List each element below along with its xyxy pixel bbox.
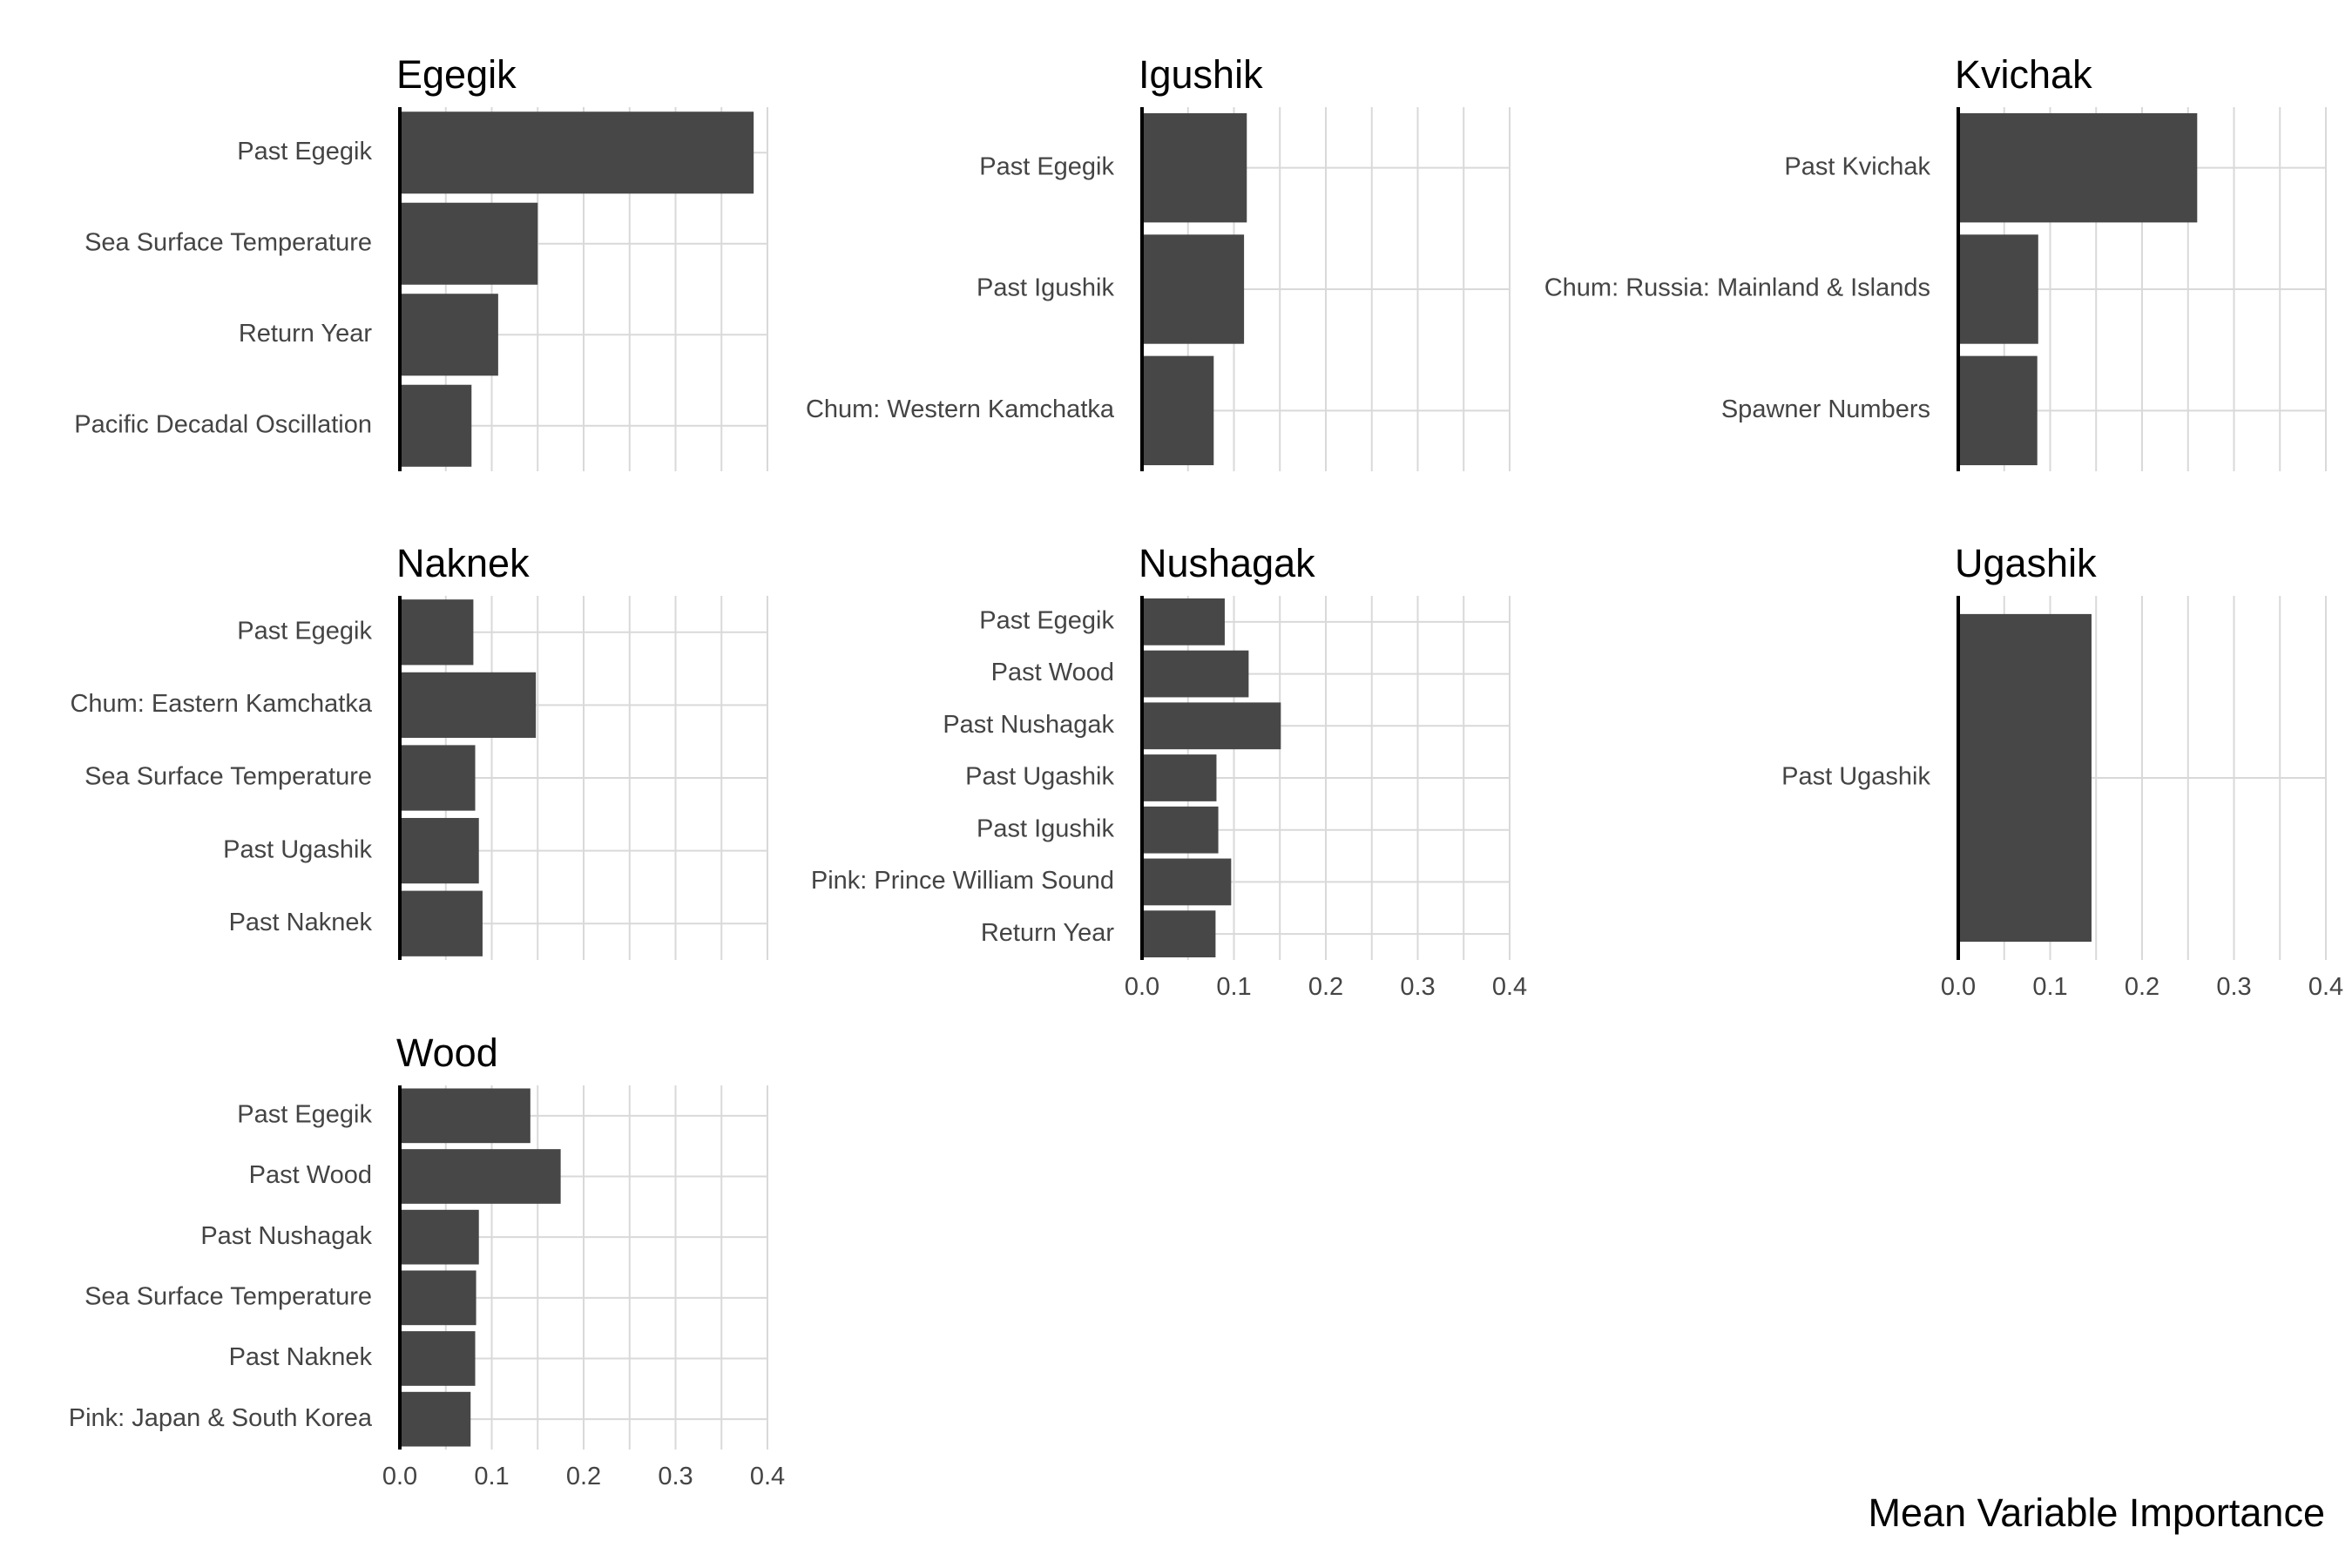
facet-title: Naknek (396, 541, 530, 585)
facet-wood (69, 1031, 785, 1490)
category-label: Chum: Eastern Kamchatka (70, 690, 372, 719)
bar (1142, 234, 1244, 343)
category-label: Past Egegik (979, 606, 1114, 635)
x-tick-label: 0.4 (2308, 973, 2344, 1001)
facet-title: Igushik (1139, 52, 1263, 97)
bar (400, 1088, 531, 1143)
facet-title: Egegik (396, 52, 517, 97)
x-tick-label: 0.0 (1940, 973, 1977, 1001)
x-tick-label: 0.2 (1308, 973, 1344, 1001)
category-label: Sea Surface Temperature (84, 762, 372, 791)
bar (400, 1270, 476, 1325)
category-label: Past Igushik (977, 274, 1114, 302)
category-label: Chum: Russia: Mainland & Islands (1544, 274, 1930, 302)
facet-egegik (74, 52, 767, 471)
bar (1958, 614, 2092, 942)
category-label: Past Ugashik (223, 835, 372, 864)
category-label: Spawner Numbers (1720, 395, 1930, 423)
category-label: Pink: Prince William Sound (810, 867, 1114, 896)
facet-naknek (70, 541, 767, 960)
bar (400, 1149, 561, 1204)
facet-title: Ugashik (1955, 541, 2097, 585)
bar (400, 745, 476, 810)
bar (1142, 807, 1219, 854)
bar (1142, 702, 1281, 749)
facet-kvichak (1544, 52, 2326, 471)
x-tick-label: 0.4 (1491, 973, 1528, 1001)
facet-title: Kvichak (1955, 52, 2092, 97)
category-label: Pacific Decadal Oscillation (74, 410, 372, 439)
category-label: Past Ugashik (965, 762, 1114, 791)
category-label: Past Egegik (237, 617, 372, 645)
x-tick-label: 0.3 (658, 1463, 693, 1490)
category-label: Sea Surface Temperature (84, 1282, 372, 1311)
category-label: Past Nushagak (200, 1221, 372, 1250)
x-tick-label: 0.1 (1216, 973, 1252, 1001)
x-tick-label: 0.3 (1400, 973, 1436, 1001)
bar (1142, 859, 1231, 906)
bar (1958, 234, 2038, 343)
category-label: Past Naknek (228, 908, 372, 936)
category-label: Past Igushik (977, 814, 1114, 843)
bar (1142, 113, 1247, 222)
category-label: Return Year (980, 918, 1114, 947)
x-tick-label: 0.1 (2032, 973, 2068, 1001)
category-label: Past Nushagak (943, 710, 1114, 739)
bar (400, 294, 498, 375)
facet-igushik (806, 52, 1510, 471)
bar (1142, 651, 1248, 698)
bar (1142, 754, 1216, 801)
category-label: Past Kvichak (1784, 152, 1930, 181)
category-label: Past Wood (248, 1161, 372, 1190)
category-label: Past Egegik (237, 1100, 372, 1129)
bar (400, 385, 471, 467)
facet-title: Nushagak (1139, 541, 1315, 585)
bar (400, 1331, 476, 1386)
x-tick-label: 0.4 (749, 1463, 786, 1490)
bar (400, 203, 537, 285)
bar (400, 818, 479, 883)
facet-ugashik (1781, 541, 2343, 1001)
x-tick-label: 0.3 (2216, 973, 2252, 1001)
bar (400, 599, 473, 665)
bar (1958, 113, 2197, 222)
category-label: Past Egegik (979, 152, 1114, 181)
bar (400, 1210, 479, 1265)
bar (400, 891, 483, 956)
facet-nushagak (811, 541, 1527, 1001)
x-tick-label: 0.0 (1124, 973, 1160, 1001)
bar (400, 1392, 470, 1447)
facet-title: Wood (396, 1031, 498, 1075)
bar (400, 672, 536, 738)
category-label: Chum: Western Kamchatka (805, 395, 1114, 423)
category-label: Past Naknek (228, 1343, 372, 1372)
x-tick-label: 0.2 (565, 1463, 602, 1490)
x-tick-label: 0.2 (2124, 973, 2160, 1001)
x-tick-label: 0.1 (474, 1463, 510, 1490)
x-tick-label: 0.0 (382, 1463, 418, 1490)
bar (1142, 356, 1213, 465)
bar (400, 112, 754, 193)
category-label: Past Ugashik (1781, 762, 1930, 791)
bar (1142, 910, 1215, 957)
category-label: Pink: Japan & South Korea (68, 1403, 372, 1432)
category-label: Past Wood (990, 659, 1114, 687)
category-label: Past Egegik (237, 137, 372, 166)
x-axis-title: Mean Variable Importance (1868, 1490, 2325, 1535)
bar (1142, 598, 1225, 645)
category-label: Sea Surface Temperature (84, 228, 372, 257)
bar (1958, 356, 2038, 465)
category-label: Return Year (238, 319, 372, 348)
